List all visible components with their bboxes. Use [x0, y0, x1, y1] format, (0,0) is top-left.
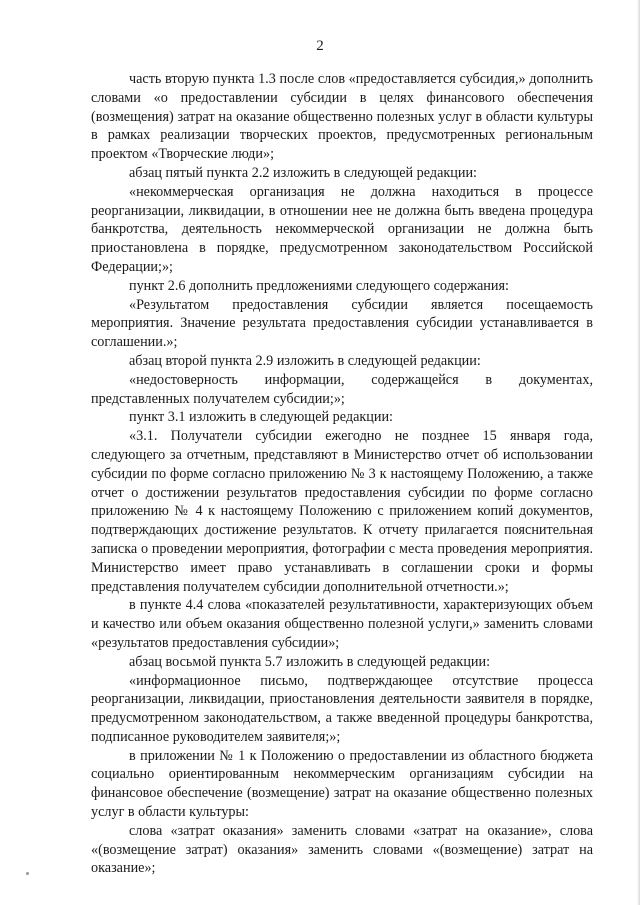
paragraph-3: «некоммерческая организация не должна находиться в процессе реорганизации, ликвидации, в отношении нее не должна быть введена процедура банкротства, деятельность некоммерческой организации не должна быть приостановлена в порядке, предусмотренном законодательством Российской Федерации;»; — [91, 183, 593, 275]
paragraph-2: абзац пятый пункта 2.2 изложить в следующей редакции: — [129, 164, 477, 181]
paragraph-1: часть вторую пункта 1.3 после слов «предоставляется субсидия,» дополнить словами «о предоставлении субсидии в целях финансового обеспечения (возмещения) затрат на оказание общественно полезных услуг в области культуры в рамках реализации творческих проектов, предусмотренных региональным проектом «Творческие люди»; — [91, 71, 593, 163]
paragraph-10: в пункте 4.4 слова «показателей результативности, характеризующих объем и качество или объем оказания общественно полезной услуги,» заменить словами «результатов предоставления субсидии»; — [91, 597, 593, 651]
paragraph-4: пункт 2.6 дополнить предложениями следующего содержания: — [129, 277, 509, 294]
paragraph-5: «Результатом предоставления субсидии является посещаемость мероприятия. Значение результата предоставления субсидии устанавливается в соглашении.»; — [91, 296, 593, 351]
page-number: 2 — [316, 38, 324, 54]
paragraph-14: слова «затрат оказания» заменить словами «затрат на оказание», слова «(возмещение затрат) оказания» заменить словами «(возмещение) затрат на оказание»; — [91, 822, 593, 877]
paragraph-6: абзац второй пункта 2.9 изложить в следующей редакции: — [129, 352, 481, 369]
paragraph-9: «3.1. Получатели субсидии ежегодно не позднее 15 января года, следующего за отчетным, представляют в Министерство отчет об использовании субсидии по форме согласно приложению № 3 к настоящему Положению, а также отчет о достижении результатов предоставления субсидии по форме согласно приложению № 4 к настоящему Положению с приложением копий документов, подтверждающих достижение результатов. К отчету прилагается пояснительная записка о проведении мероприятия, фотографии с места проведения мероприятия. Министерство имеет право устанавливать в соглашении сроки и формы представления получателем субсидии дополнительной отчетности.»; — [91, 428, 593, 595]
paragraph-12: «информационное письмо, подтверждающее отсутствие процесса реорганизации, ликвидации, приостановления деятельности заявителя в порядке, предусмотренном законодательством, а также введенной процедуры банкротства, подписанное руководителем заявителя;»; — [91, 672, 593, 745]
paragraph-11: абзац восьмой пункта 5.7 изложить в следующей редакции: — [129, 653, 491, 670]
scan-speck — [26, 872, 29, 875]
paragraph-8: пункт 3.1 изложить в следующей редакции: — [129, 409, 393, 426]
document-body — [91, 70, 593, 878]
paragraph-7: «недостоверность информации, содержащейся в документах, представленных получателем субсидии;»; — [91, 371, 593, 407]
paragraph-13: в приложении № 1 к Положению о предоставлении из областного бюджета социально ориентированным некоммерческим организациям субсидии на финансовое обеспечение (возмещение) затрат на оказание общественно полезных услуг в области культуры: — [91, 747, 593, 821]
